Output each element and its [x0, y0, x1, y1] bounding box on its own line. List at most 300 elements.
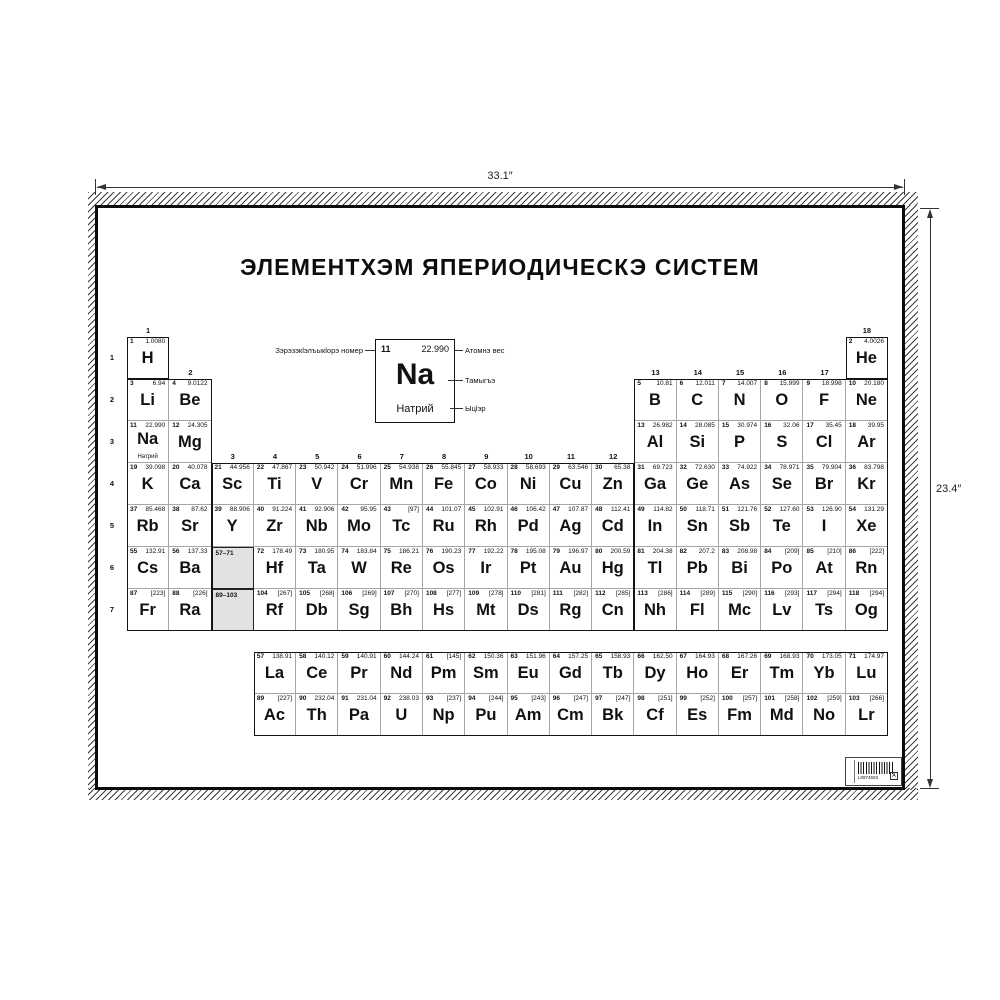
element-cell-Fe: [423, 463, 465, 505]
element-symbol: Nb: [305, 517, 328, 535]
element-symbol: Pd: [517, 517, 539, 535]
atomic-number: 66: [637, 653, 645, 660]
atomic-mass: 26.982: [652, 422, 673, 429]
element-symbol: Zr: [266, 517, 283, 535]
callout-line: [455, 350, 463, 351]
atomic-mass: [282]: [573, 590, 589, 597]
element-symbol: Se: [771, 475, 792, 493]
atomic-mass: 164.93: [695, 653, 715, 660]
element-cell-Np: [423, 694, 465, 736]
atomic-mass: 137.33: [187, 548, 208, 555]
element-cell-At: [803, 547, 845, 589]
atomic-mass: [294]: [869, 590, 885, 597]
element-cell-Hs: [423, 589, 465, 631]
barcode-code: L0974503: [858, 775, 879, 780]
atomic-number: 23: [299, 464, 307, 471]
atomic-number: 20: [172, 464, 180, 471]
element-cell-Ds: [508, 589, 550, 631]
hatch-edge-right: [903, 205, 918, 790]
atomic-number: 106: [341, 590, 353, 597]
group-label: 15: [735, 368, 745, 377]
element-symbol: Hg: [601, 559, 624, 577]
element-symbol: Mg: [177, 433, 202, 451]
element-symbol: Mt: [476, 601, 496, 619]
element-symbol: Fl: [689, 601, 705, 619]
period-label: 6: [109, 563, 115, 572]
element-cell-Au: [550, 547, 592, 589]
element-cell-Sc: [212, 463, 254, 505]
element-cell-Bh: [381, 589, 423, 631]
atomic-number: 40: [256, 506, 265, 513]
element-cell-Mc: [719, 589, 761, 631]
atomic-number: 18: [848, 422, 856, 429]
atomic-mass: [247]: [573, 695, 589, 702]
atomic-mass: 178.49: [272, 548, 293, 555]
element-symbol: Ge: [686, 475, 709, 493]
element-cell-Y: [212, 505, 254, 547]
group-label: 4: [272, 452, 278, 461]
element-cell-Gd: [550, 652, 592, 694]
group-label: 7: [399, 452, 404, 461]
atomic-number: 116: [764, 590, 775, 597]
atomic-mass: 63.546: [568, 464, 589, 471]
element-symbol: Lr: [858, 706, 875, 724]
arrow-up-icon: [927, 209, 933, 218]
element-symbol: Al: [646, 433, 664, 451]
atomic-number: 9: [806, 380, 811, 387]
atomic-mass: 78.971: [779, 464, 800, 471]
atomic-number: 45: [468, 506, 476, 513]
element-cell-H: [127, 337, 169, 379]
element-symbol: Md: [769, 706, 794, 724]
element-symbol: Ne: [855, 391, 877, 409]
barcode-divider: [854, 760, 855, 783]
atomic-mass: 157.25: [568, 653, 589, 660]
atomic-number: 42: [341, 506, 349, 513]
atomic-mass: 200.59: [610, 548, 631, 555]
element-cell-Zn: [592, 463, 634, 505]
element-symbol: Ac: [263, 706, 285, 724]
period-label: 1: [109, 353, 115, 362]
atomic-mass: 79.904: [821, 464, 842, 471]
element-symbol: Cs: [137, 559, 159, 577]
element-cell-Ne: [846, 379, 888, 421]
atomic-number: 5: [637, 380, 641, 387]
element-cell-Fm: [719, 694, 761, 736]
atomic-number: 79: [552, 548, 561, 555]
element-cell-Rb: [127, 505, 169, 547]
element-symbol: Pa: [348, 706, 370, 724]
element-cell-C: [677, 379, 719, 421]
element-symbol: Li: [140, 391, 155, 409]
atomic-mass: 107.87: [568, 506, 589, 513]
element-cell-Br: [803, 463, 845, 505]
atomic-mass: 231.04: [356, 695, 377, 702]
element-symbol: Cl: [815, 433, 833, 451]
element-symbol: Th: [306, 706, 327, 724]
element-cell-Ru: [423, 505, 465, 547]
atomic-number: 62: [468, 653, 476, 660]
atomic-number: 96: [552, 695, 561, 702]
atomic-mass: 30.974: [737, 422, 758, 429]
element-cell-Og: [846, 589, 888, 631]
element-cell-Tb: [592, 652, 634, 694]
element-symbol: Ds: [517, 601, 539, 619]
element-cell-Sn: [677, 505, 719, 547]
atomic-number: 113: [637, 590, 648, 597]
atomic-number: 53: [806, 506, 814, 513]
atomic-number: 44: [425, 506, 434, 513]
element-cell-Am: [508, 694, 550, 736]
element-cell-F: [803, 379, 845, 421]
atomic-mass: 92.906: [314, 506, 335, 513]
atomic-mass: [226]: [193, 590, 208, 597]
atomic-number: 4: [172, 380, 176, 387]
element-cell-Co: [465, 463, 507, 505]
element-symbol: H: [141, 349, 154, 367]
group-label: 2: [188, 368, 193, 377]
atomic-number: 68: [721, 653, 730, 660]
element-cell-Cf: [634, 694, 676, 736]
atomic-mass: 85.468: [145, 506, 166, 513]
atomic-number: 93: [425, 695, 434, 702]
atomic-mass: 232.04: [314, 695, 335, 702]
legend-name-callout: Ыцlэр: [465, 404, 486, 413]
atomic-number: 70: [806, 653, 814, 660]
hatch-edge-top: [88, 192, 918, 205]
element-cell-Pr: [338, 652, 380, 694]
element-cell-Al: [634, 421, 676, 463]
element-cell-Tm: [761, 652, 803, 694]
element-symbol: Ru: [432, 517, 455, 535]
element-cell-Be: [169, 379, 211, 421]
atomic-mass: [266]: [869, 695, 885, 702]
element-symbol: Cm: [557, 706, 584, 724]
atomic-mass: 72.630: [695, 464, 715, 471]
group-label: 17: [820, 368, 829, 377]
element-symbol: Am: [514, 706, 542, 724]
element-cell-Cr: [338, 463, 380, 505]
atomic-mass: 192.22: [483, 548, 504, 555]
element-symbol: Lv: [772, 601, 792, 619]
atomic-mass: 238.03: [399, 695, 419, 702]
group-label: 1: [146, 326, 151, 335]
element-cell-Cs: [127, 547, 169, 589]
element-symbol: Cr: [349, 475, 369, 493]
atomic-number: 22: [256, 464, 265, 471]
element-symbol: Rb: [136, 517, 159, 535]
atomic-mass: [145]: [446, 653, 462, 660]
atomic-mass: [222]: [869, 548, 885, 555]
atomic-number: 75: [383, 548, 391, 555]
legend-atomic-mass: 22.990: [421, 344, 449, 354]
atomic-mass: [289]: [700, 590, 715, 597]
atomic-number: 108: [425, 590, 437, 597]
atomic-number: 50: [679, 506, 687, 513]
element-cell-Pd: [508, 505, 550, 547]
atomic-mass: [290]: [742, 590, 758, 597]
element-cell-Ta: [296, 547, 338, 589]
atomic-number: 46: [510, 506, 518, 513]
atomic-number: 78: [510, 548, 518, 555]
atomic-mass: 190.23: [441, 548, 462, 555]
element-cell-Fl: [677, 589, 719, 631]
atomic-mass: 83.798: [864, 464, 885, 471]
element-symbol: Br: [814, 475, 834, 493]
element-symbol: Gd: [558, 664, 582, 682]
element-symbol: B: [649, 391, 661, 409]
atomic-mass: [286]: [658, 590, 673, 597]
element-cell-Nh: [634, 589, 676, 631]
element-symbol: Fm: [727, 706, 752, 724]
poster-title: ЭЛЕМЕНТХЭМ ЯПЕРИОДИЧЕСКЭ СИСТЕМ: [240, 254, 760, 280]
element-cell-O: [761, 379, 803, 421]
element-cell-Bi: [719, 547, 761, 589]
atomic-number: 7: [721, 380, 726, 387]
element-cell-La: [254, 652, 296, 694]
element-symbol: Mc: [728, 601, 751, 619]
atomic-number: 85: [806, 548, 814, 555]
element-cell-Mg: [169, 421, 211, 463]
element-symbol: As: [728, 475, 751, 493]
atomic-number: 59: [341, 653, 349, 660]
atomic-number: 107: [383, 590, 395, 597]
atomic-mass: [281]: [531, 590, 546, 597]
legend-atomic-number: 11: [381, 344, 391, 354]
atomic-mass: 167.26: [737, 653, 758, 660]
element-symbol: Er: [730, 664, 749, 682]
element-symbol: At: [815, 559, 833, 577]
atomic-mass: 10.81: [656, 380, 673, 387]
element-symbol: Ho: [686, 664, 709, 682]
atomic-number: 103: [848, 695, 860, 702]
group-label: 9: [484, 452, 489, 461]
element-symbol: Db: [305, 601, 328, 619]
atomic-mass: 24.305: [187, 422, 208, 429]
atomic-number: 51: [721, 506, 730, 513]
atomic-mass: 174.97: [864, 653, 885, 660]
atomic-number: 6: [679, 380, 684, 387]
element-cell-He: [846, 337, 888, 379]
atomic-mass: 91.224: [272, 506, 293, 513]
group-label: 13: [651, 368, 660, 377]
atomic-mass: 9.0122: [187, 380, 208, 387]
element-symbol: N: [733, 391, 746, 409]
element-symbol: Ti: [267, 475, 282, 493]
atomic-number: 41: [299, 506, 307, 513]
atomic-number: 24: [341, 464, 349, 471]
atomic-mass: [244]: [489, 695, 504, 702]
atomic-number: 39: [214, 506, 222, 513]
atomic-number: 34: [764, 464, 772, 471]
atomic-mass: [251]: [658, 695, 673, 702]
element-symbol: Fr: [139, 601, 156, 619]
atomic-number: 104: [256, 590, 268, 597]
element-cell-Ra: [169, 589, 211, 631]
atomic-number: 94: [468, 695, 476, 702]
atomic-mass: [270]: [404, 590, 419, 597]
element-cell-Pu: [465, 694, 507, 736]
atomic-mass: 207.2: [698, 548, 715, 555]
element-symbol: Cd: [601, 517, 624, 535]
barcode-icon: [858, 762, 894, 774]
element-cell-In: [634, 505, 676, 547]
element-symbol: Np: [432, 706, 455, 724]
atomic-number: 99: [679, 695, 687, 702]
atomic-number: 115: [721, 590, 733, 597]
atomic-mass: 12.011: [695, 380, 715, 387]
atomic-mass: 118.71: [695, 506, 715, 513]
element-symbol: Tc: [392, 517, 411, 535]
element-cell-Ts: [803, 589, 845, 631]
element-symbol: Nd: [390, 664, 413, 682]
element-symbol: Na: [137, 430, 159, 448]
period-label: 7: [109, 605, 115, 614]
atomic-number: 8: [764, 380, 768, 387]
element-cell-Xe: [846, 505, 888, 547]
element-cell-Ti: [254, 463, 296, 505]
element-symbol: Bk: [602, 706, 624, 724]
atomic-number: 61: [425, 653, 434, 660]
element-cell-Ac: [254, 694, 296, 736]
atomic-mass: 186.21: [399, 548, 419, 555]
atomic-number: 100: [721, 695, 733, 702]
element-symbol: Cf: [646, 706, 664, 724]
element-cell-Cm: [550, 694, 592, 736]
element-symbol: Cn: [601, 601, 624, 619]
element-cell-Sg: [338, 589, 380, 631]
placeholder-cell: [212, 589, 254, 631]
atomic-mass: [267]: [277, 590, 293, 597]
callout-line: [450, 408, 463, 409]
atomic-number: 30: [595, 464, 603, 471]
atomic-mass: [243]: [531, 695, 546, 702]
atomic-mass: 126.90: [821, 506, 842, 513]
element-symbol: Sn: [686, 517, 708, 535]
atomic-mass: [97]: [408, 506, 419, 513]
element-symbol: Hf: [265, 559, 284, 577]
period-label: 5: [109, 521, 115, 530]
element-symbol: Cu: [559, 475, 582, 493]
element-symbol: Au: [559, 559, 582, 577]
atomic-mass: [252]: [700, 695, 715, 702]
legend-sample-cell: [375, 339, 455, 423]
element-symbol: Sr: [181, 517, 199, 535]
atomic-number: 92: [383, 695, 391, 702]
element-cell-Mn: [381, 463, 423, 505]
element-symbol: Ir: [480, 559, 492, 577]
atomic-mass: 101.07: [441, 506, 462, 513]
element-symbol: S: [776, 433, 788, 451]
element-cell-Ca: [169, 463, 211, 505]
atomic-number: 3: [130, 380, 134, 387]
atomic-mass: 150.36: [483, 653, 504, 660]
atomic-number: 90: [299, 695, 307, 702]
atomic-mass: 131.29: [864, 506, 885, 513]
element-symbol: Fe: [433, 475, 454, 493]
element-symbol: Ts: [815, 601, 834, 619]
atomic-mass: [277]: [446, 590, 462, 597]
element-symbol: Kr: [857, 475, 876, 493]
element-symbol: Sm: [473, 664, 499, 682]
atomic-number: 64: [552, 653, 561, 660]
atomic-mass: [258]: [784, 695, 800, 702]
width-dimension-line: [97, 187, 903, 188]
element-cell-B: [634, 379, 676, 421]
atomic-number: 109: [468, 590, 480, 597]
atomic-number: 111: [552, 590, 563, 597]
group-label: 14: [693, 368, 702, 377]
element-symbol: Pr: [350, 664, 368, 682]
atomic-number: 33: [721, 464, 730, 471]
placeholder-cell: [212, 547, 254, 589]
element-cell-Fr: [127, 589, 169, 631]
atomic-number: 43: [383, 506, 391, 513]
element-cell-Pa: [338, 694, 380, 736]
element-symbol: Ca: [179, 475, 201, 493]
atomic-number: 97: [595, 695, 603, 702]
element-cell-Ga: [634, 463, 676, 505]
atomic-number: 89: [256, 695, 265, 702]
atomic-number: 83: [721, 548, 730, 555]
element-symbol: Sc: [222, 475, 243, 493]
callout-line: [365, 350, 375, 351]
element-cell-Rn: [846, 547, 888, 589]
atomic-mass: 20.180: [864, 380, 885, 387]
element-cell-Os: [423, 547, 465, 589]
element-symbol: Dy: [644, 664, 666, 682]
atomic-mass: [223]: [150, 590, 166, 597]
atomic-mass: 168.93: [779, 653, 800, 660]
element-cell-Cn: [592, 589, 634, 631]
element-cell-Lu: [846, 652, 888, 694]
element-cell-Ho: [677, 652, 719, 694]
atomic-number: 65: [595, 653, 603, 660]
atomic-number: 32: [679, 464, 687, 471]
atomic-number: 114: [679, 590, 691, 597]
atomic-mass: 39.098: [145, 464, 166, 471]
element-symbol: Tb: [602, 664, 623, 682]
element-cell-Ir: [465, 547, 507, 589]
atomic-mass: 51.996: [356, 464, 377, 471]
atomic-number: 67: [679, 653, 687, 660]
element-cell-Cu: [550, 463, 592, 505]
atomic-number: 35: [806, 464, 814, 471]
element-symbol: In: [647, 517, 663, 535]
atomic-number: 21: [214, 464, 222, 471]
element-cell-Rh: [465, 505, 507, 547]
atomic-mass: [227]: [277, 695, 293, 702]
atomic-mass: 140.12: [314, 653, 335, 660]
placeholder-range-label: 57–71: [215, 550, 234, 557]
element-cell-U: [381, 694, 423, 736]
element-symbol: Og: [854, 601, 878, 619]
element-cell-Es: [677, 694, 719, 736]
element-cell-Rf: [254, 589, 296, 631]
element-symbol: Hs: [433, 601, 455, 619]
element-symbol: O: [775, 391, 789, 409]
atomic-number: 58: [299, 653, 307, 660]
element-symbol: Be: [179, 391, 201, 409]
element-symbol: Yb: [813, 664, 835, 682]
atomic-mass: [293]: [784, 590, 800, 597]
element-cell-P: [719, 421, 761, 463]
element-cell-Pb: [677, 547, 719, 589]
period-label: 3: [109, 437, 115, 446]
element-name: Натрий: [137, 454, 158, 460]
element-symbol: Si: [689, 433, 706, 451]
element-symbol: U: [395, 706, 408, 724]
